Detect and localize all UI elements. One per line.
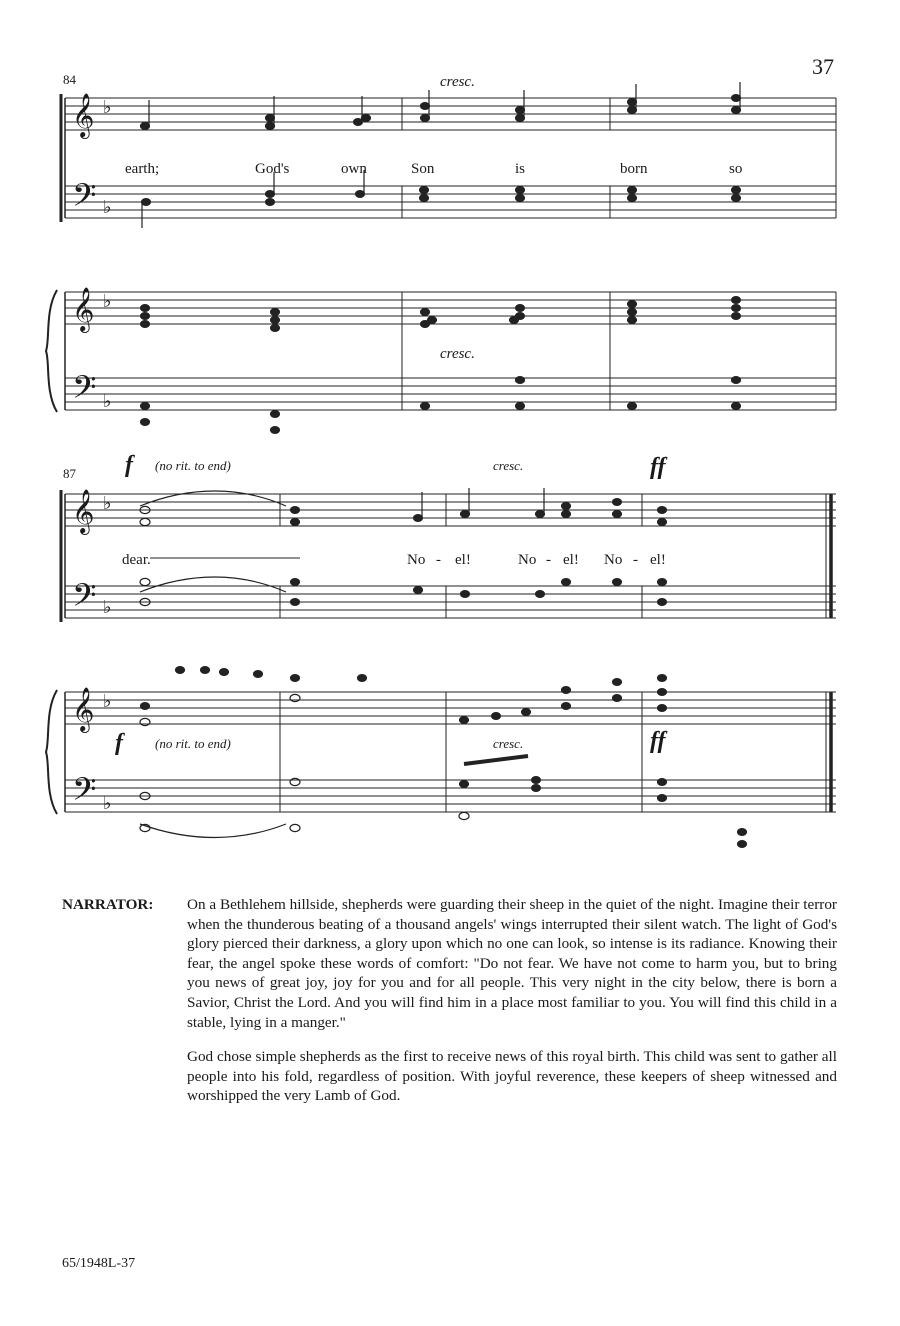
piano-no-rit-mark: (no rit. to end) bbox=[155, 736, 231, 751]
lyric: God's bbox=[255, 161, 290, 177]
lyric: born bbox=[620, 161, 648, 177]
lyric: No bbox=[518, 552, 537, 568]
piano-right-staff bbox=[65, 692, 836, 724]
lyrics-line bbox=[122, 552, 666, 568]
measure-number: 87 bbox=[63, 466, 76, 481]
svg-text:𝄞: 𝄞 bbox=[72, 95, 95, 137]
piano-cresc-mark: cresc. bbox=[493, 736, 524, 751]
no-rit-mark: (no rit. to end) bbox=[155, 458, 231, 473]
narrator-label: NARRATOR: bbox=[62, 896, 154, 913]
narration-text bbox=[187, 895, 837, 1121]
tenor-bass-staff bbox=[65, 186, 836, 218]
dynamic-fortissimo: ff bbox=[650, 454, 666, 480]
measure-number: 84 bbox=[63, 72, 76, 87]
score-system-1 bbox=[0, 70, 900, 490]
svg-text:𝄢: 𝄢 bbox=[72, 773, 97, 815]
piano-left-staff bbox=[65, 780, 836, 812]
music-notation bbox=[0, 70, 900, 490]
lyric: - bbox=[633, 552, 638, 568]
svg-text:♭: ♭ bbox=[103, 291, 112, 311]
svg-text:♭: ♭ bbox=[103, 493, 112, 513]
lyric: own bbox=[341, 161, 367, 177]
lyric: No bbox=[604, 552, 623, 568]
narration-paragraph: On a Bethlehem hillside, shepherds were guarding their sheep in the quiet of the night. Imagine their terror when the thunderous beating of a thousand angels' wings interrupted their silent watch. The light of God's glory pierced their darkness, a glory upon which no one can look, so intense is its radiance. Knowing their fear, the angel spoke these words of comfort: "Do not fear. We have not come to harm you, but to bring you news of great joy, joy for you and for all people. This very night in the city below, there is born a Savior, Christ the Lord. And you will find him in a place most familiar to you. You will find this child in a stable, lying in a manger." bbox=[187, 896, 837, 1031]
svg-text:♭: ♭ bbox=[103, 793, 112, 813]
soprano-alto-staff bbox=[65, 494, 836, 526]
lyric: el! bbox=[563, 552, 579, 568]
svg-text:♭: ♭ bbox=[103, 597, 112, 617]
dynamic-forte: f bbox=[125, 452, 133, 478]
svg-text:𝄢: 𝄢 bbox=[72, 179, 97, 221]
lyric: - bbox=[436, 552, 441, 568]
svg-text:𝄞: 𝄞 bbox=[72, 689, 95, 731]
soprano-alto-staff bbox=[65, 98, 836, 130]
lyric: is bbox=[515, 161, 526, 177]
page-number: 37 bbox=[812, 54, 834, 79]
lyric: earth; bbox=[125, 161, 160, 177]
lyric: dear. bbox=[122, 552, 151, 568]
piano-dynamic-forte: f bbox=[115, 730, 123, 756]
piano-dynamic-fortissimo: ff bbox=[650, 728, 666, 754]
footer-code: 65/1948L-37 bbox=[62, 1256, 136, 1271]
svg-text:♭: ♭ bbox=[103, 691, 112, 711]
lyric: el! bbox=[650, 552, 666, 568]
svg-text:𝄞: 𝄞 bbox=[72, 289, 95, 331]
lyric: el! bbox=[455, 552, 471, 568]
svg-text:𝄞: 𝄞 bbox=[72, 491, 95, 533]
vocal-cresc-mark: cresc. bbox=[440, 74, 475, 90]
lyric: Son bbox=[411, 161, 435, 177]
piano-cresc-mark: cresc. bbox=[440, 346, 475, 362]
svg-text:♭: ♭ bbox=[103, 391, 112, 411]
lyrics-line bbox=[125, 161, 742, 177]
piano-right-staff bbox=[65, 292, 836, 324]
svg-text:𝄢: 𝄢 bbox=[72, 371, 97, 413]
svg-text:♭: ♭ bbox=[103, 197, 112, 217]
narration-paragraph: God chose simple shepherds as the first to receive news of this royal birth. This child was sent to gather all people into his fold, regardless of position. With joyful reverence, these keepers of sheep witnessed and worshipped the very Lamb of God. bbox=[187, 1048, 837, 1105]
music-notation bbox=[0, 452, 900, 872]
lyric: No bbox=[407, 552, 426, 568]
piano-left-staff bbox=[65, 378, 836, 410]
lyric: - bbox=[546, 552, 551, 568]
score-system-2 bbox=[0, 452, 900, 872]
vocal-cresc-mark: cresc. bbox=[493, 458, 524, 473]
tenor-bass-staff bbox=[65, 586, 836, 618]
svg-text:𝄢: 𝄢 bbox=[72, 579, 97, 621]
svg-text:♭: ♭ bbox=[103, 97, 112, 117]
lyric: so bbox=[729, 161, 743, 177]
